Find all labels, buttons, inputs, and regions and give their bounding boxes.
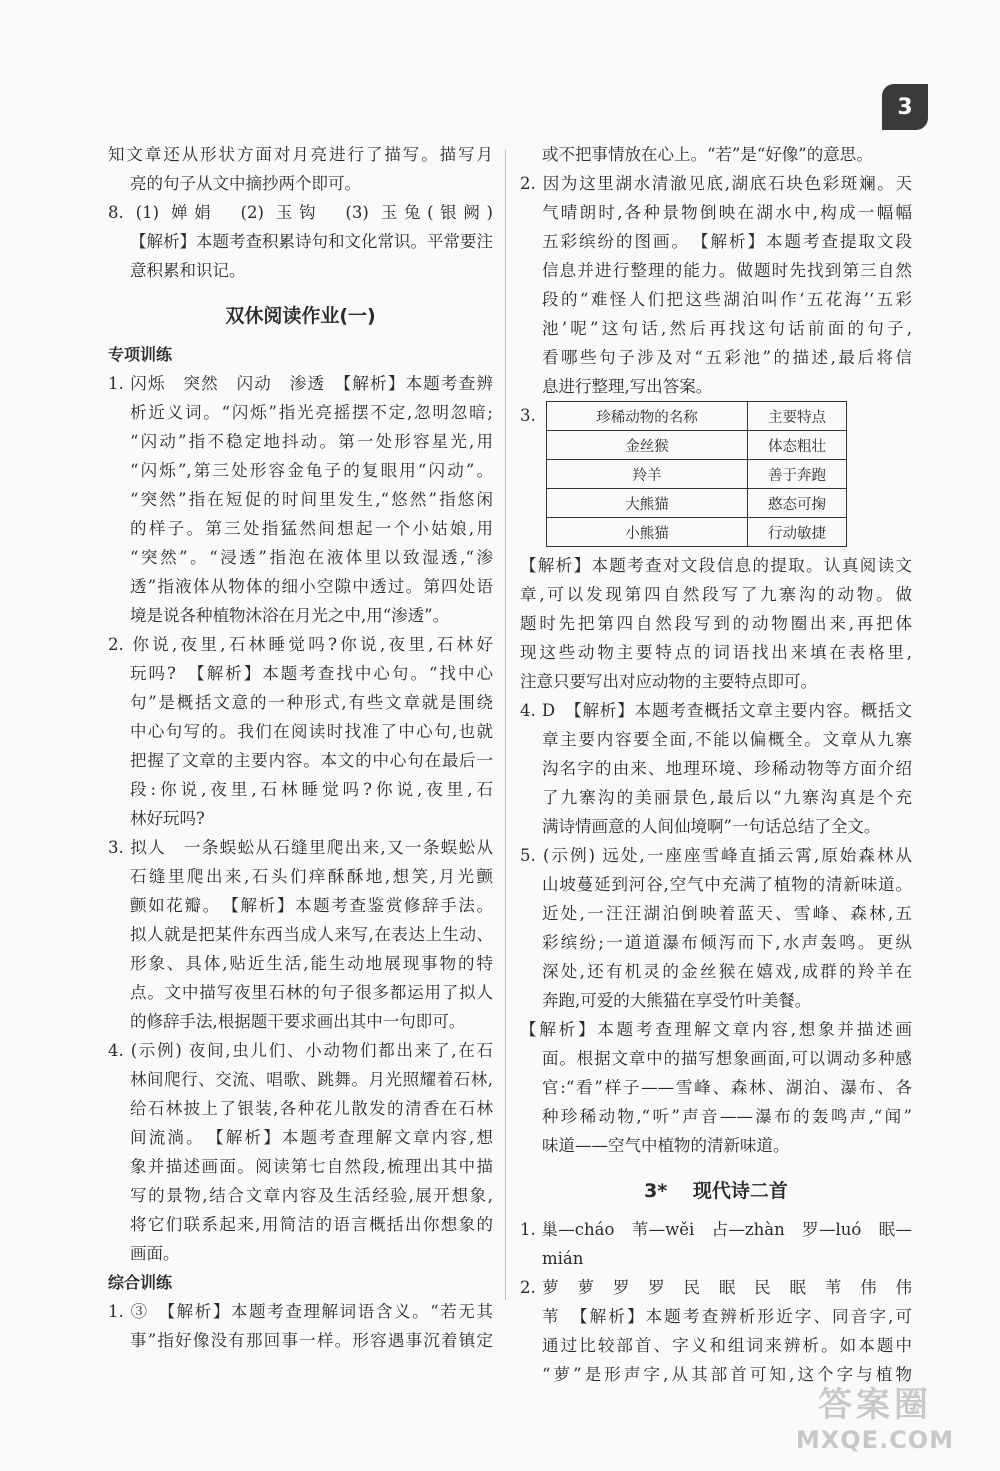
text-line: 石缝里爬出来,石头们痒酥酥地,想笑,月光颤 [130, 867, 493, 886]
text-line: 注意只要写出对应动物的主要特点即可。 [520, 672, 817, 691]
watermark [760, 1385, 990, 1465]
right-block-2 [520, 551, 912, 1160]
text-line: 2. 萝 萝 罗 罗 民 眠 民 眠 苇 伟 伟 [520, 1278, 912, 1297]
text-line: 4. (示例) 夜间,虫儿们、小动物们都出来了,在石 [108, 1041, 493, 1060]
text-line: 知文章还从形状方面对月亮进行了描写。描写月 [108, 145, 493, 164]
text-line: 拟人就是把某件东西当成人来写,在表达上生动、 [130, 925, 493, 944]
text-line: “突然”。“浸透”指泡在液体里以致湿透,“渗 [130, 548, 493, 567]
text-line: 信息并进行整理的能力。做题时先找到第三自然 [542, 261, 912, 280]
text-line: 1. ③ 【解析】本题考查理解词语含义。“若无其 [108, 1302, 493, 1321]
text-line: 3. 拟人 一条蜈蚣从石缝里爬出来,又一条蜈蚣从 [108, 838, 493, 857]
text-line: 段:你说,夜里,石林睡觉吗?你说,夜里,石 [130, 780, 493, 799]
lesson-heading: 3* 现代诗二首 [644, 1180, 788, 1202]
text-line: 气晴朗时,各种景物倒映在湖水中,构成一幅幅 [542, 203, 912, 222]
text-line: 池’呢”这句话,然后再找这句话前面的句子, [542, 319, 912, 338]
table-row [547, 460, 847, 489]
text-line: 给石林披上了银装,各种花儿散发的清香在石林 [130, 1099, 493, 1118]
table-row [547, 489, 847, 518]
page-number-tab [882, 84, 928, 130]
table-cell: 小熊猫 [547, 518, 748, 547]
text-line: 玩吗? 【解析】本题考查找中心句。“找中心 [130, 664, 493, 683]
text-line: 1. 闪烁 突然 闪动 渗透 【解析】本题考查辨 [108, 374, 493, 393]
text-line: 中心句写的。我们在阅读时找准了中心句,也就 [130, 722, 493, 741]
text-line: 林好玩吗? [130, 809, 205, 828]
animal-table-wrap [520, 401, 912, 547]
text-line: 2. 因为这里湖水清澈见底,湖底石块色彩斑斓。天 [520, 174, 912, 193]
table-cell: 金丝猴 [547, 431, 748, 460]
text-line: 写的景物,结合文章内容及生活经验,展开想象, [130, 1186, 493, 1205]
text-line: 林间爬行、交流、唱歌、跳舞。月光照耀着石林, [130, 1070, 493, 1089]
text-line: “萝”是形声字,从其部首可知,这个字与植物 [542, 1365, 912, 1384]
text-line: 通过比较部首、字义和组词来辨析。如本题中 [542, 1336, 912, 1355]
right-block-3 [520, 1215, 912, 1389]
table-header-cell: 主要特点 [748, 402, 847, 431]
text-line: 析近义词。“闪烁”指光亮摇摆不定,忽明忽暗; [130, 403, 493, 422]
text-line: 味道——空气中植物的清新味道。 [542, 1136, 790, 1155]
text-line: 8. (1) 婵娟 (2) 玉钩 (3) 玉兔(银阙) [108, 203, 493, 222]
text-line: 看哪些句子涉及对“五彩池”的描述,最后将信 [542, 348, 912, 367]
text-line: 【解析】本题考查理解文章内容,想象并描述画 [520, 1020, 912, 1039]
text-line: 句”是概括文意的一种形式,有些文章就是围绕 [130, 693, 493, 712]
text-line: 满诗情画意的人间仙境啊”一句话总结了全文。 [542, 817, 881, 836]
text-line: 题时先把第四自然段写到的动物圈出来,再把体 [520, 614, 912, 633]
text-line: 山坡蔓延到河谷,空气中充满了植物的清新味道。 [542, 875, 912, 894]
text-line: 章主要内容要全面,不能以偏概全。文章从九寨 [542, 730, 912, 749]
text-line: 亮的句子从文中摘抄两个即可。 [130, 174, 361, 193]
text-line: 沟名字的由来、地理环境、珍稀动物等方面介绍 [542, 759, 912, 778]
text-line: 境是说各种植物沐浴在月光之中,用“渗透”。 [130, 606, 450, 625]
text-line: 5. (示例) 远处,一座座雪峰直插云霄,原始森林从 [520, 846, 912, 865]
text-line: 奔跑,可爱的大熊猫在享受竹叶美餐。 [542, 991, 812, 1010]
text-line: 画面。 [130, 1244, 180, 1263]
text-line: 的修辞手法,根据题干要求画出其中一句即可。 [130, 1012, 466, 1031]
table-cell: 憨态可掬 [748, 489, 847, 518]
watermark-line-2: MXQE.COM [795, 1426, 955, 1454]
left-block-1 [108, 140, 493, 285]
text-line: 了九寨沟的美丽景色,最后以“九寨沟真是个充 [542, 788, 912, 807]
text-line: 透”指液体从物体的细小空隙中透过。第四处语 [130, 577, 493, 596]
subsection-title-2: 综合训练 [108, 1273, 173, 1292]
table-header-cell: 珍稀动物的名称 [547, 402, 748, 431]
column-divider [505, 150, 506, 1300]
text-line: 【解析】本题考查积累诗句和文化常识。平常要注 [130, 232, 493, 251]
text-line: 点。文中描写夜里石林的句子很多都运用了拟人 [130, 983, 493, 1002]
text-line: 五彩缤纷的图画。 【解析】本题考查提取文段 [542, 232, 912, 251]
text-line: 息进行整理,写出答案。 [542, 377, 713, 396]
text-line: 深处,还有机灵的金丝猴在嬉戏,成群的羚羊在 [542, 962, 912, 981]
table-cell: 行动敏捷 [748, 518, 847, 547]
table-row [547, 518, 847, 547]
table-row [547, 431, 847, 460]
text-line: 种珍稀动物,“听”声音——瀑布的轰鸣声,“闻” [542, 1107, 912, 1126]
table-cell: 善于奔跑 [748, 460, 847, 489]
text-line: 【解析】本题考查对文段信息的提取。认真阅读文 [520, 556, 912, 575]
text-line: 苇 【解析】本题考查辨析形近字、同音字,可 [542, 1307, 912, 1326]
text-line: 间流淌。 【解析】本题考查理解文章内容,想 [130, 1128, 493, 1147]
table-cell: 体态粗壮 [748, 431, 847, 460]
text-line: 近处,一汪汪湖泊倒映着蓝天、雪峰、森林,五 [542, 904, 912, 923]
text-line: 2. 你说,夜里,石林睡觉吗?你说,夜里,石林好 [108, 635, 493, 654]
text-line: “闪烁”,第三处形容金龟子的复眼用“闪动”。 [130, 461, 493, 480]
text-line: “突然”指在短促的时间里发生,“悠然”指悠闲 [130, 490, 493, 509]
text-line: 把握了文章的主要内容。本文的中心句在最后一 [130, 751, 493, 770]
section-heading: 双休阅读作业(一) [225, 305, 376, 327]
animal-table [546, 401, 847, 547]
text-line: 现这些动物主要特点的词语找出来填在表格里, [520, 643, 912, 662]
right-column [520, 140, 912, 1389]
left-column [108, 140, 493, 1355]
text-line: 章,可以发现第四自然段写了九寨沟的动物。做 [520, 585, 912, 604]
right-block-1 [520, 140, 912, 401]
text-line: “闪动”指不稳定地抖动。第一处形容星光,用 [130, 432, 493, 451]
text-line: 颤如花瓣。 【解析】本题考查鉴赏修辞手法。 [130, 896, 493, 915]
text-line: 1. 巢—cháo 苇—wěi 占—zhàn 罗—luó 眠— [520, 1220, 912, 1239]
page-number: 3 [897, 94, 913, 120]
left-block-3 [108, 1297, 493, 1355]
text-line: 象并描述画面。阅读第七自然段,梳理出其中描 [130, 1157, 493, 1176]
table-cell: 大熊猫 [547, 489, 748, 518]
text-line: 形象、具体,贴近生活,能生动地展现事物的特 [130, 954, 493, 973]
left-block-2 [108, 369, 493, 1268]
text-line: 事”指好像没有那回事一样。形容遇事沉着镇定 [130, 1331, 493, 1350]
text-line: 或不把事情放在心上。“若”是“好像”的意思。 [542, 145, 873, 164]
text-line: 4. D 【解析】本题考查概括文章主要内容。概括文 [520, 701, 912, 720]
text-line: 面。根据文章中的描写想象画面,可以调动多种感 [542, 1049, 912, 1068]
watermark-line-1: 答案圈 [818, 1385, 932, 1425]
text-line: 的样子。第三处指猛然间想起一个小姑娘,用 [130, 519, 493, 538]
table-cell: 羚羊 [547, 460, 748, 489]
table-header-row [547, 402, 847, 431]
text-line: 段的“难怪人们把这些湖泊叫作‘五花海’‘五彩 [542, 290, 912, 309]
text-line: 彩缤纷;一道道瀑布倾泻而下,水声轰鸣。更纵 [542, 933, 912, 952]
text-line: 意积累和识记。 [130, 261, 246, 280]
subsection-title-1: 专项训练 [108, 345, 173, 364]
text-line: 将它们联系起来,用简洁的语言概括出你想象的 [130, 1215, 493, 1234]
text-line: mián [542, 1249, 584, 1268]
text-line: 官:“看”样子——雪峰、森林、湖泊、瀑布、各 [542, 1078, 912, 1097]
question-number: 3. [520, 406, 536, 425]
